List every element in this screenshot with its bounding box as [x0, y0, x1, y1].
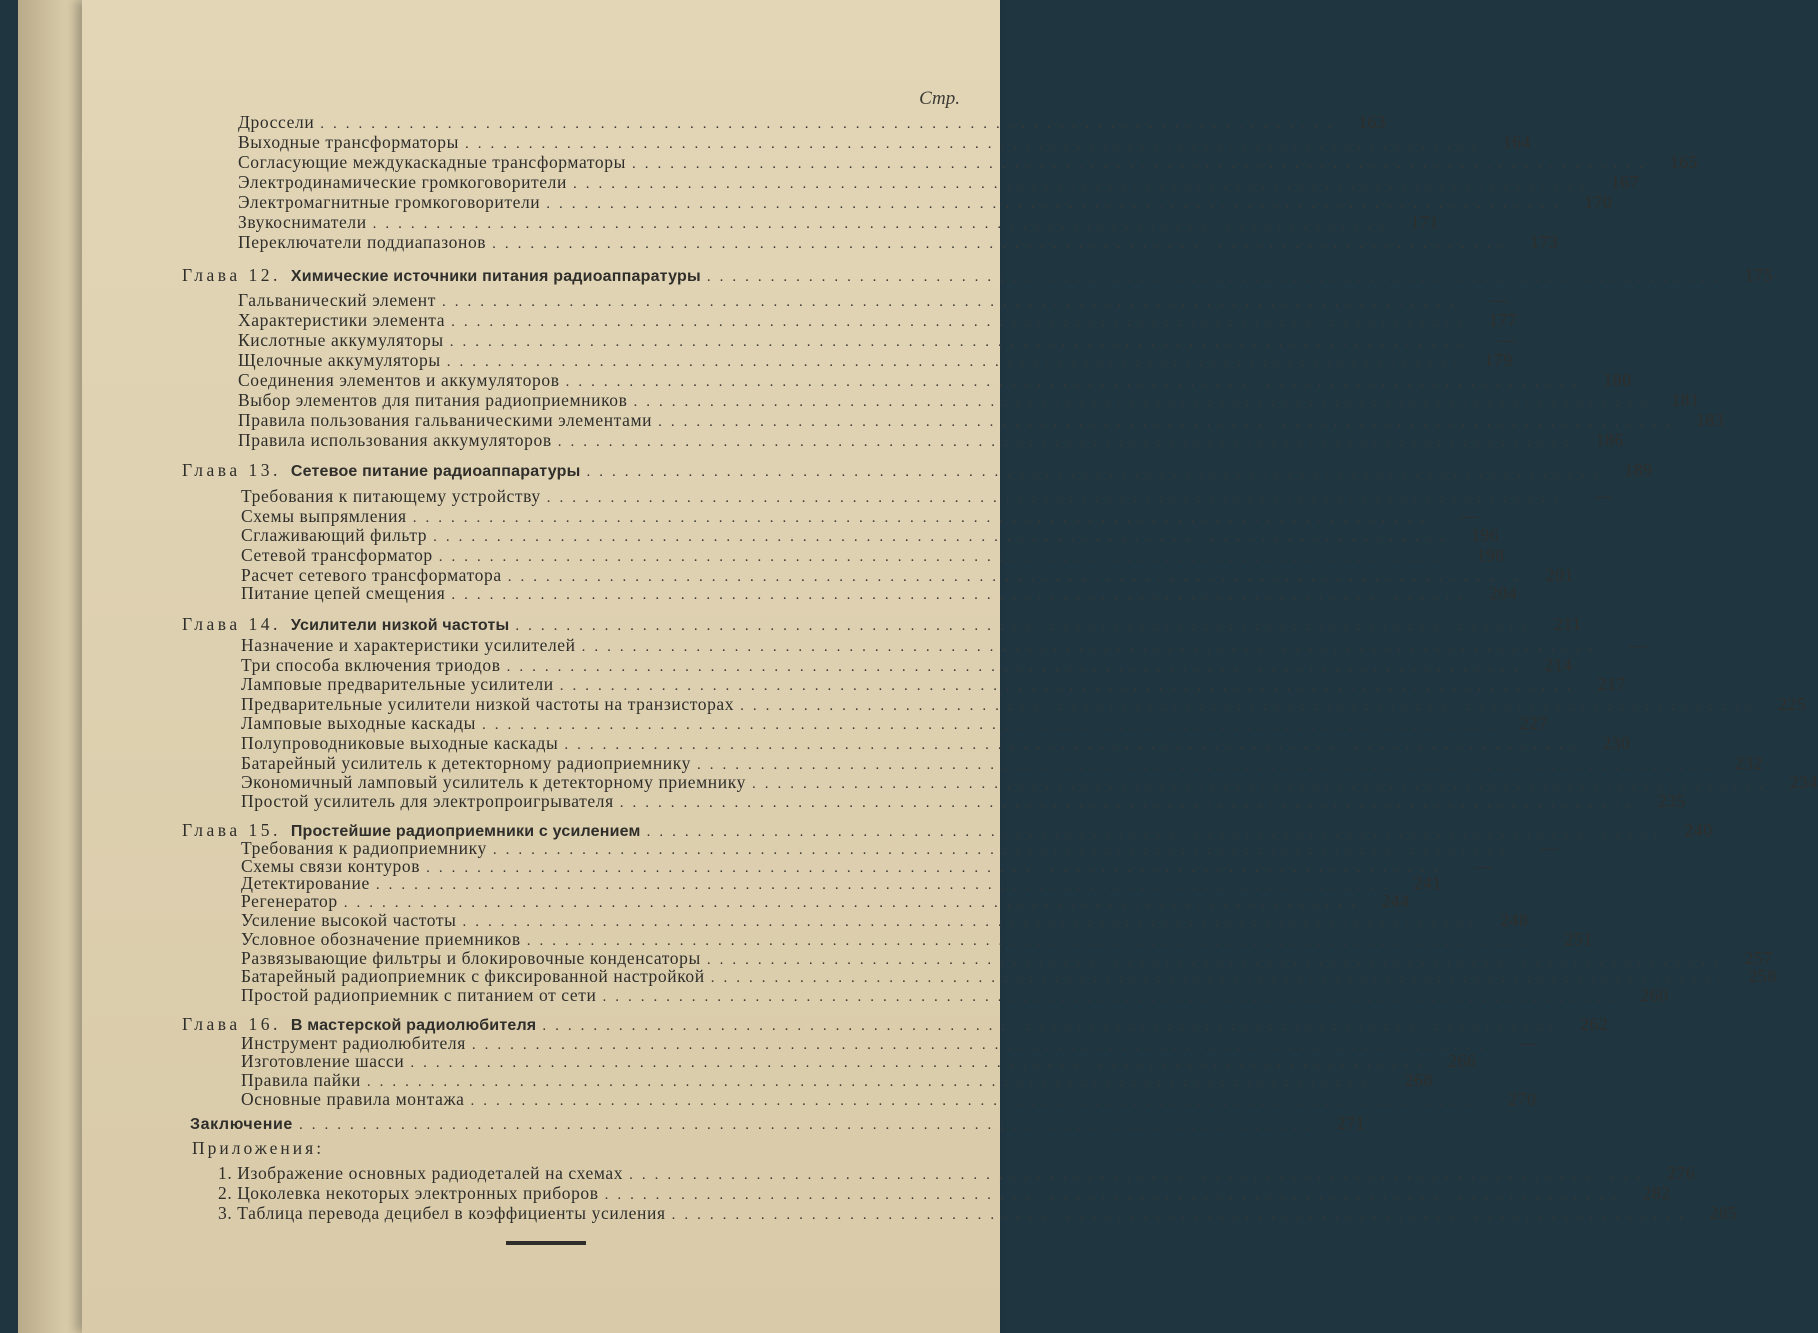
toc-entry	[238, 350, 1513, 370]
leader-dots: ................................................................................	[546, 490, 1567, 506]
entry-title: Ламповые предварительные усилители	[241, 674, 554, 694]
page-number: 163	[1358, 112, 1387, 132]
leader-dots: ................................................................................	[470, 1093, 1491, 1109]
toc-entry	[238, 152, 1698, 172]
page-number: 248	[1500, 910, 1529, 930]
leader-dots: ................................................................................	[619, 795, 1640, 811]
leader-dots: ................................................................................	[564, 737, 1585, 753]
entry-title: Предварительные усилители низкой частоты на транзисторах	[241, 694, 735, 714]
page-number: 240	[1684, 820, 1713, 840]
leader-dots: ................................................................................	[433, 529, 1454, 545]
toc-entry	[241, 545, 1505, 565]
toc-entry	[238, 112, 1387, 132]
page-number: 214	[1544, 655, 1573, 675]
leader-dots: ................................................................................	[629, 1167, 1650, 1183]
entry-title: Сглаживающий фильтр	[241, 525, 428, 545]
entry-title: Кислотные аккумуляторы	[238, 330, 444, 350]
leader-dots: ................................................................................	[446, 354, 1467, 370]
leader-dots: ................................................................................	[586, 464, 1607, 480]
toc-entry	[241, 694, 1807, 714]
page-number: 175	[1744, 265, 1773, 285]
toc-chapter	[182, 1014, 1609, 1034]
entry-title: Основные правила монтажа	[241, 1089, 465, 1109]
page-number: 167	[1610, 172, 1639, 192]
toc-entry	[241, 929, 1593, 949]
toc-entry	[241, 873, 1442, 893]
leader-dots: ................................................................................	[320, 116, 1341, 132]
toc-entry	[241, 486, 1613, 506]
entry-title: 1. Изображение основных радиодеталей на схемах	[218, 1163, 624, 1183]
toc-entry	[241, 985, 1669, 1005]
entry-title: Инструмент радиолюбителя	[241, 1033, 466, 1053]
page-number: 186	[1595, 430, 1624, 450]
page-number: 164	[1502, 132, 1531, 152]
leader-dots: ................................................................................	[449, 334, 1470, 350]
entry-title: Соединения элементов и аккумуляторов	[238, 370, 560, 390]
entry-title: Ламповые выходные каскады	[241, 713, 476, 733]
toc-chapter	[182, 265, 1773, 285]
toc-entry	[241, 772, 1818, 792]
leader-dots: ................................................................................	[471, 1037, 1492, 1053]
page-number: 282	[1642, 1183, 1671, 1203]
entry-title: Батарейный усилитель к детекторному радиоприемнику	[241, 753, 691, 773]
entry-title: Сетевое питание радиоаппаратуры	[290, 463, 581, 480]
entry-title: Сетевой трансформатор	[241, 545, 433, 565]
toc-entry	[241, 713, 1548, 733]
toc-entry	[218, 1203, 1738, 1223]
toc-entry	[238, 310, 1518, 330]
entry-title: Гальванический элемент	[238, 290, 436, 310]
page-number: —	[1474, 856, 1493, 876]
entry-title: Электродинамические громкоговорители	[238, 172, 567, 192]
leader-dots: ................................................................................	[410, 1055, 1431, 1071]
entry-title: Полупроводниковые выходные каскады	[241, 733, 559, 753]
toc-entry	[241, 1051, 1477, 1071]
page-number: 235	[1657, 791, 1686, 811]
page-number: 244	[1381, 891, 1410, 911]
leader-dots: ................................................................................	[646, 824, 1667, 840]
leader-dots: ................................................................................	[565, 374, 1586, 390]
toc-entry	[238, 192, 1613, 212]
entry-title: Переключатели поддиапазонов	[238, 232, 487, 252]
page-number: 179	[1484, 350, 1513, 370]
toc-entry	[241, 655, 1573, 675]
page-number: 258	[1748, 966, 1777, 986]
entry-title: Согласующие междукаскадные трансформаторы	[238, 152, 626, 172]
toc-entry	[241, 565, 1574, 585]
chapter-number: Глава 16.	[182, 1014, 281, 1034]
page-number: —	[1629, 635, 1648, 655]
leader-dots: ................................................................................	[507, 569, 1528, 585]
page-number: 271	[1336, 1113, 1365, 1133]
leader-dots: ................................................................................	[506, 659, 1527, 675]
toc-section-heading	[192, 1138, 908, 1158]
page-number: 270	[1508, 1089, 1537, 1109]
leader-dots: ................................................................................	[412, 510, 1433, 526]
toc-entry	[241, 583, 1518, 603]
leader-dots: ................................................................................	[542, 1018, 1563, 1034]
toc-entry	[241, 1033, 1538, 1053]
toc-entry	[241, 733, 1631, 753]
entry-title: Простой усилитель для электропроигрывателя	[241, 791, 614, 811]
entry-title: Приложения:	[192, 1138, 325, 1158]
page-number: —	[1519, 1033, 1538, 1053]
leader-dots: ................................................................................	[633, 394, 1654, 410]
entry-title: Заключение	[190, 1116, 293, 1133]
chapter-number: Глава 12.	[182, 265, 281, 285]
leader-dots: ................................................................................	[740, 698, 1761, 714]
entry-title: Дроссели	[238, 112, 315, 132]
entry-title: Расчет сетевого трансформатора	[241, 565, 502, 585]
entry-title: Схемы выпрямления	[241, 506, 407, 526]
leader-dots: ................................................................................	[372, 216, 1393, 232]
entry-title: Усиление высокой частоты	[241, 910, 457, 930]
page-number: 183	[1696, 410, 1725, 430]
entry-title: Правила пользования гальваническими элементами	[238, 410, 653, 430]
entry-title: Требования к радиоприемнику	[241, 838, 487, 858]
entry-title: Развязывающие фильтры и блокировочные конденсаторы	[241, 948, 701, 968]
entry-title: Усилители низкой частоты	[290, 617, 510, 634]
page-number: 227	[1519, 713, 1548, 733]
page-number: 241	[1413, 873, 1442, 893]
page-number: 204	[1489, 583, 1518, 603]
leader-dots: ................................................................................	[710, 970, 1731, 986]
page-number: 266	[1448, 1051, 1477, 1071]
page-number: 232	[1734, 753, 1763, 773]
page-number: 180	[1603, 370, 1632, 390]
leader-dots: ................................................................................	[481, 717, 1502, 733]
page-number: 285	[1709, 1203, 1738, 1223]
leader-dots: ................................................................................	[546, 196, 1567, 212]
page-number: 257	[1744, 948, 1773, 968]
entry-title: Требования к питающему устройству	[241, 486, 541, 506]
end-rule	[506, 1241, 586, 1245]
page-number: 234	[1789, 772, 1818, 792]
page-number: —	[1594, 486, 1613, 506]
entry-title: Правила пайки	[241, 1070, 361, 1090]
page-number: 196	[1471, 525, 1500, 545]
page-number: 225	[1778, 694, 1807, 714]
leader-dots: ................................................................................	[658, 414, 1679, 430]
toc-entry	[241, 753, 1763, 773]
leader-dots: ................................................................................	[343, 895, 1364, 911]
toc-entry	[238, 212, 1439, 232]
toc-entry	[190, 1113, 1365, 1133]
chapter-number: Глава 14.	[182, 614, 281, 634]
entry-title: Электромагнитные громкоговорители	[238, 192, 541, 212]
entry-title: Характеристики элемента	[238, 310, 446, 330]
leader-dots: ................................................................................	[696, 757, 1717, 773]
chapter-number: Глава 13.	[182, 460, 281, 480]
toc-entry	[241, 506, 1479, 526]
page-number: 177	[1489, 310, 1518, 330]
page-number: 171	[1410, 212, 1439, 232]
toc-entry	[241, 674, 1626, 694]
leader-dots: ................................................................................	[426, 860, 1447, 876]
entry-title: Звукосниматели	[238, 212, 367, 232]
page-number: —	[1497, 330, 1516, 350]
page-number: 189	[1624, 460, 1653, 480]
toc-entry	[241, 891, 1410, 911]
entry-title: Простой радиоприемник с питанием от сети	[241, 985, 597, 1005]
leader-dots: ................................................................................	[492, 842, 1513, 858]
toc-entry	[238, 430, 1624, 450]
page-number: —	[1489, 290, 1508, 310]
toc-entry	[218, 1183, 1671, 1203]
leader-dots: ................................................................................	[464, 136, 1485, 152]
page-number: 211	[1554, 614, 1582, 634]
entry-title: Питание цепей смещения	[241, 583, 446, 603]
toc-entry	[238, 232, 1559, 252]
entry-title: Назначение и характеристики усилителей	[241, 635, 576, 655]
entry-title: Экономичный ламповый усилитель к детекторному приемнику	[241, 772, 746, 792]
page-number: 251	[1564, 929, 1593, 949]
leader-dots: ................................................................................	[441, 294, 1462, 310]
leader-dots: ................................................................................	[671, 1207, 1692, 1223]
chapter-number: Глава 15.	[182, 820, 281, 840]
toc-entry	[241, 948, 1773, 968]
toc-chapter	[182, 820, 1713, 840]
page-number: —	[1460, 506, 1479, 526]
page-number: 198	[1476, 545, 1505, 565]
entry-title: Батарейный радиоприемник с фиксированной настройкой	[241, 966, 705, 986]
leader-dots: ................................................................................	[602, 989, 1623, 1005]
toc-chapter	[182, 614, 1582, 634]
page-number: 230	[1602, 733, 1631, 753]
leader-dots: ................................................................................	[557, 434, 1578, 450]
toc-entry	[238, 172, 1639, 192]
toc-entry	[238, 390, 1700, 410]
leader-dots: ................................................................................	[706, 269, 1727, 285]
leader-dots: ................................................................................	[462, 914, 1483, 930]
leader-dots: ................................................................................	[451, 314, 1472, 330]
toc-entry	[241, 635, 1648, 655]
page-number: 276	[1667, 1163, 1696, 1183]
toc-entry	[238, 290, 1508, 310]
toc-entry	[241, 910, 1529, 930]
leader-dots: ................................................................................	[572, 176, 1593, 192]
toc-entry	[241, 1070, 1433, 1090]
leader-dots: ................................................................................	[706, 952, 1727, 968]
entry-title: Схемы связи контуров	[241, 856, 421, 876]
toc-entry	[241, 966, 1777, 986]
page-number: —	[1540, 838, 1559, 858]
entry-title: Условное обозначение приемников	[241, 929, 521, 949]
leader-dots: ................................................................................	[366, 1074, 1387, 1090]
toc-entry	[238, 370, 1632, 390]
page-number: 268	[1404, 1070, 1433, 1090]
leader-dots: ................................................................................	[451, 587, 1472, 603]
page-number: 201	[1545, 565, 1574, 585]
toc-chapter	[182, 460, 1653, 480]
entry-title: Выходные трансформаторы	[238, 132, 459, 152]
toc-entry	[241, 1089, 1537, 1109]
toc-entry	[238, 410, 1725, 430]
leader-dots: ................................................................................	[526, 933, 1547, 949]
leader-dots: ................................................................................	[515, 618, 1536, 634]
entry-title: 3. Таблица перевода децибел в коэффициенты усиления	[218, 1203, 666, 1223]
page-number: 165	[1669, 152, 1698, 172]
leader-dots: ................................................................................	[751, 776, 1772, 792]
leader-dots: ................................................................................	[581, 639, 1602, 655]
entry-title: Химические источники питания радиоаппаратуры	[290, 268, 701, 285]
leader-dots: ................................................................................	[492, 236, 1513, 252]
entry-title: Простейшие радиоприемники с усилением	[290, 823, 641, 840]
page-number: 217	[1597, 674, 1626, 694]
leader-dots: ................................................................................	[298, 1117, 1319, 1133]
leader-dots: ................................................................................	[631, 156, 1652, 172]
entry-title: В мастерской радиолюбителя	[290, 1017, 537, 1034]
page-number: 170	[1584, 192, 1613, 212]
entry-title: Выбор элементов для питания радиоприемников	[238, 390, 628, 410]
page-number: 262	[1580, 1014, 1609, 1034]
entry-title: Три способа включения триодов	[241, 655, 501, 675]
leader-dots: ................................................................................	[559, 678, 1580, 694]
leader-dots: ................................................................................	[438, 549, 1459, 565]
leader-dots: ................................................................................	[375, 877, 1396, 893]
toc-entry	[241, 838, 1559, 858]
entry-title: Регенератор	[241, 891, 338, 911]
entry-title: Щелочные аккумуляторы	[238, 350, 441, 370]
toc-entry	[238, 330, 1516, 350]
entry-title: 2. Цоколевка некоторых электронных приборов	[218, 1183, 599, 1203]
toc-entry	[241, 525, 1500, 545]
page-column-label: Стр.	[919, 88, 960, 109]
entry-title: Детектирование	[241, 873, 370, 893]
page-number: 181	[1671, 390, 1700, 410]
toc-entry	[241, 791, 1686, 811]
page-number: 173	[1530, 232, 1559, 252]
leader-dots: ................................................................................	[604, 1187, 1625, 1203]
entry-title: Правила использования аккумуляторов	[238, 430, 552, 450]
toc-entry	[218, 1163, 1696, 1183]
toc-entry	[238, 132, 1531, 152]
page-number: 260	[1640, 985, 1669, 1005]
entry-title: Изготовление шасси	[241, 1051, 405, 1071]
